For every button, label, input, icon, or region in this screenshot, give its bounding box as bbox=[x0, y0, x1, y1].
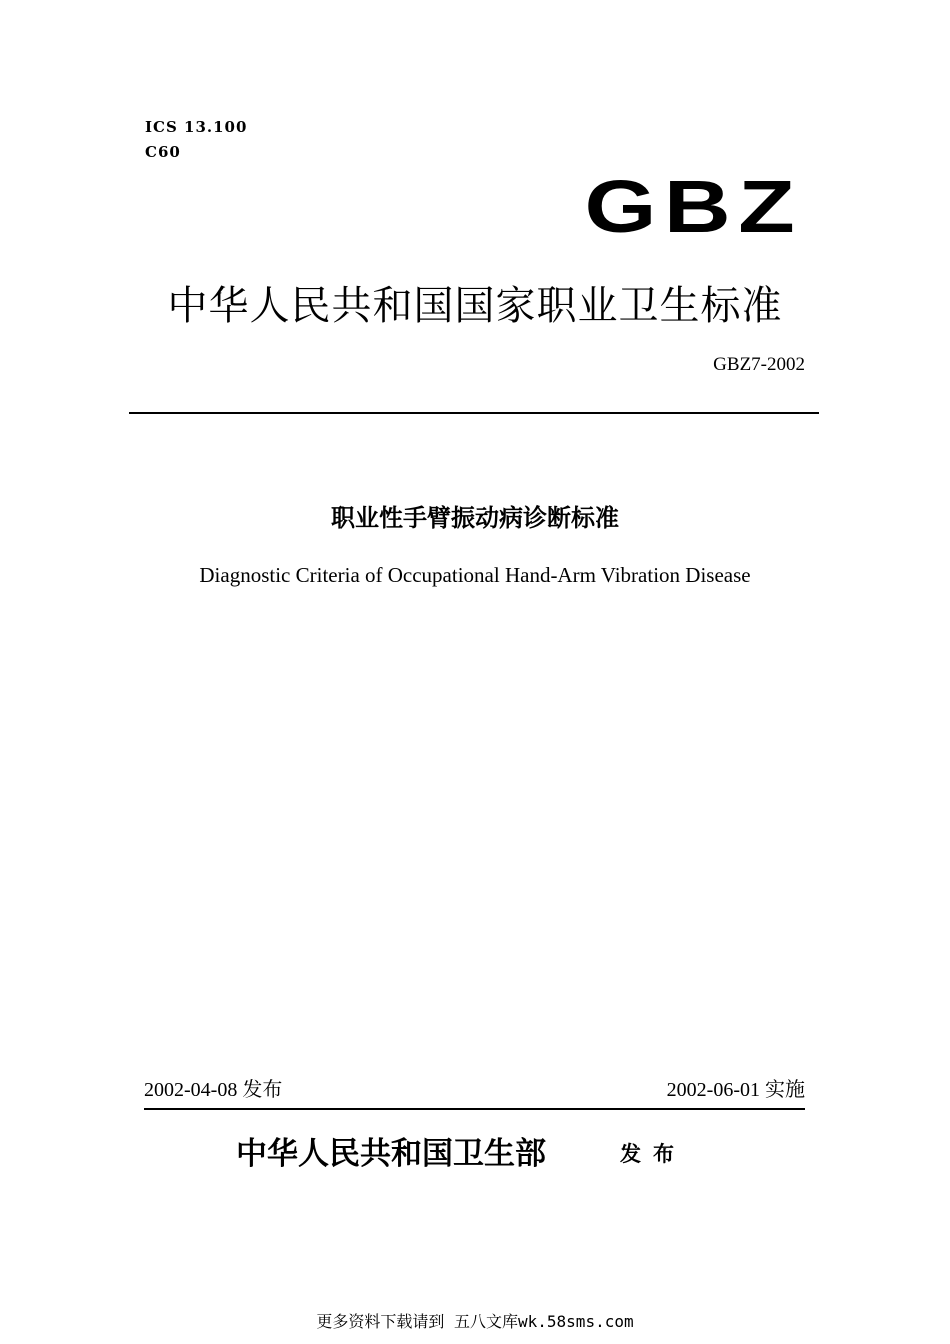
document-title-english: Diagnostic Criteria of Occupational Hand-Arm Vibration Disease bbox=[199, 563, 751, 587]
standard-type-heading: 中华人民共和国国家职业卫生标准 bbox=[167, 283, 783, 329]
issuer-action: 发布 bbox=[620, 1142, 686, 1166]
issue-date: 2002-04-08 发布 bbox=[144, 1079, 283, 1101]
header-divider bbox=[129, 412, 819, 414]
footer-divider bbox=[144, 1108, 805, 1110]
issuer-name: 中华人民共和国卫生部 bbox=[236, 1136, 546, 1172]
gbz-logo: GBZ bbox=[584, 165, 802, 248]
ccs-code: C60 bbox=[145, 143, 181, 161]
download-footer: 更多资料下载请到 五八文库wk.58sms.com bbox=[316, 1312, 634, 1331]
standard-number: GBZ7-2002 bbox=[713, 354, 805, 375]
ics-code: ICS 13.100 bbox=[145, 118, 248, 136]
document-title-chinese: 职业性手臂振动病诊断标准 bbox=[331, 504, 619, 532]
implementation-date: 2002-06-01 实施 bbox=[666, 1079, 805, 1101]
